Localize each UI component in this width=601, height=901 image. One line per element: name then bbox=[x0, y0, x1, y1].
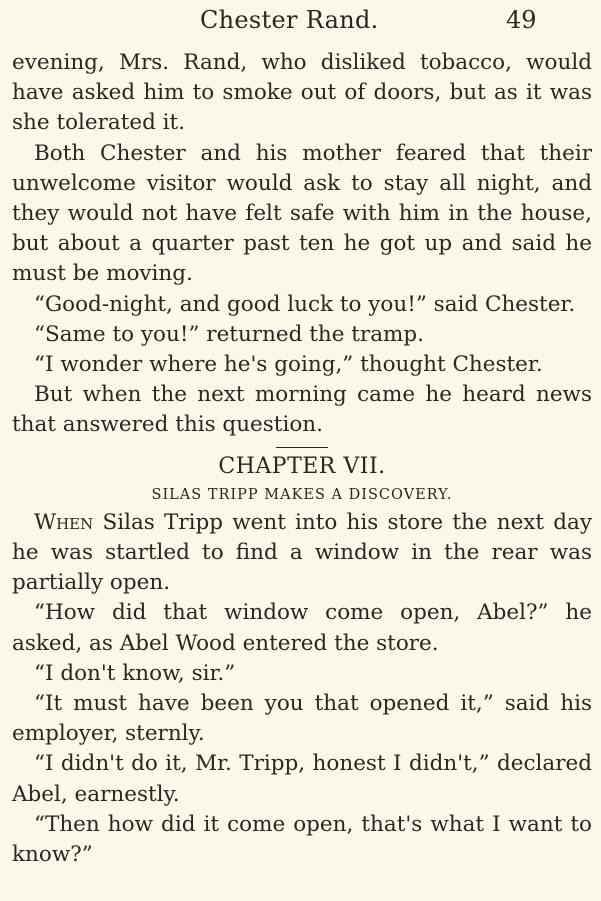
paragraph-text: Silas Tripp went into his store the next day he was startled to find a window in the rear was partially open. bbox=[12, 509, 592, 596]
paragraph: “I didn't do it, Mr. Tripp, honest I didn't,” declared Abel, earnestly. bbox=[12, 751, 592, 807]
paragraph: “Same to you!” returned the tramp. bbox=[34, 321, 425, 347]
paragraph bbox=[12, 508, 592, 599]
page-header bbox=[0, 4, 601, 40]
paragraph: evening, Mrs. Rand, who disliked tobacco, would have asked him to smoke out of doors, but as it was she tolerated it. bbox=[12, 50, 592, 136]
paragraph: “It must have been you that opened it,” said his employer, sternly. bbox=[12, 691, 592, 747]
chapter-subtitle: SILAS TRIPP MAKES A DISCOVERY. bbox=[151, 486, 453, 503]
paragraph: But when the next morning came he heard news that answered this question. bbox=[12, 382, 592, 438]
paragraph: “I wonder where he's going,” thought Chester. bbox=[34, 352, 543, 378]
paragraph: “I don't know, sir.” bbox=[34, 660, 236, 686]
drop-word: When bbox=[34, 509, 94, 535]
running-title: Chester Rand. bbox=[200, 6, 379, 34]
chapter-heading: CHAPTER VII. bbox=[218, 453, 386, 479]
paragraph: “How did that window come open, Abel?” he asked, as Abel Wood entered the store. bbox=[12, 600, 592, 656]
paragraph: “Then how did it come open, that's what I want to know?” bbox=[12, 811, 592, 868]
paragraph: “Good-night, and good luck to you!” said Chester. bbox=[34, 291, 576, 317]
paragraph: Both Chester and his mother feared that their unwelcome visitor would ask to stay all night, and they would not have felt safe with him in the house, but about a quarter past ten he got up and said he must be moving. bbox=[12, 140, 592, 287]
page-body bbox=[12, 48, 592, 870]
page-number: 49 bbox=[506, 6, 537, 34]
section-divider bbox=[276, 447, 328, 448]
